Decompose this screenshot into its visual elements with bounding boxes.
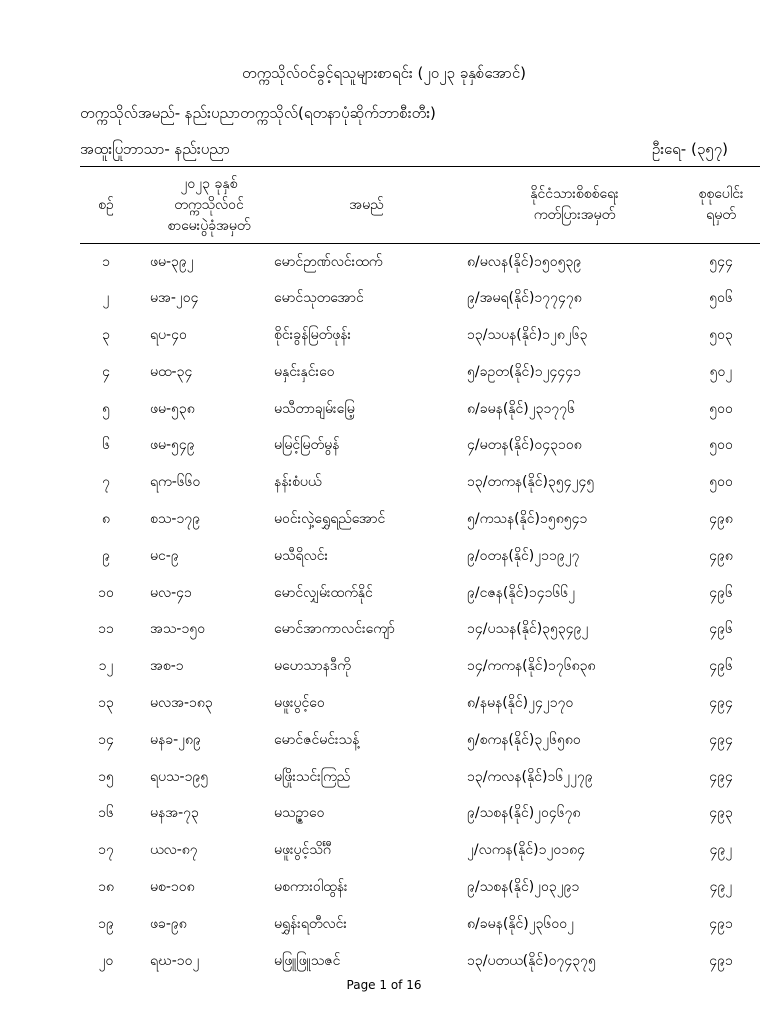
cell-nrc: ၁၃/သပန(နိုင်)၁၂၈၂၆၃ (467, 326, 588, 343)
cell-score: ၄၉၁ (709, 915, 733, 932)
table-row (80, 832, 760, 869)
column-header-exam-number (132, 167, 268, 244)
cell-nrc: ၉/ငဇန(နိုင်)၁၄၁၆၆၂ (467, 584, 576, 601)
table-row (80, 391, 760, 428)
table-row (80, 464, 760, 501)
column-header-score (682, 167, 760, 244)
cell-score: ၅၀၀ (709, 437, 733, 454)
cell-exam-number: ဖမ-၃၉၂ (150, 253, 194, 270)
cell-no: ၅ (102, 400, 110, 417)
cell-name: မဖြူဖြူသဇင် (274, 952, 341, 969)
cell-exam-number: အသ-၁၅၀ (150, 621, 206, 638)
cell-score: ၅၀၂ (709, 363, 733, 380)
cell-score: ၄၉၁ (709, 952, 733, 969)
cell-exam-number: ရက-၆၆၀ (150, 474, 201, 491)
cell-score: ၄၉၄ (709, 694, 733, 711)
cell-exam-number: ဖမ-၅၄၉ (150, 437, 195, 454)
column-header-no: စဉ် (80, 167, 132, 244)
cell-exam-number: မနခ-၂၈၉ (150, 731, 201, 748)
cell-name: မောင်အာကာလင်းကျော် (274, 621, 395, 638)
cell-score: ၄၉၂ (709, 842, 733, 859)
cell-name: မဝင်းလှဲ့ရွှေရည်အောင် (274, 510, 386, 527)
table-row (80, 501, 760, 538)
exam-header-line-2: တက္ကသိုလ်ဝင် (174, 196, 244, 213)
table-row (80, 280, 760, 317)
cell-no: ၉ (102, 547, 110, 564)
cell-score: ၄၉၄ (709, 731, 733, 748)
cell-nrc: ၂/လကန(နိုင်)၁၂၀၁၈၄ (467, 842, 585, 859)
table-row (80, 575, 760, 612)
cell-nrc: ၄/မတန(နိုင်)၀၄၃၁၀၈ (467, 437, 582, 454)
table-row (80, 354, 760, 391)
table-row (80, 244, 760, 281)
exam-header-line-3: စာမေးပွဲခုံအမှတ် (167, 217, 251, 234)
cell-name: မောင်လျှမ်းထက်နိုင် (274, 584, 373, 601)
cell-exam-number: မင-၉ (150, 547, 179, 564)
page-number: Page 1 of 16 (346, 978, 422, 992)
table-row (80, 611, 760, 648)
cell-no: ၃ (102, 326, 110, 343)
cell-exam-number: ဖခ-၉၈ (150, 915, 187, 932)
cell-score: ၄၉၆ (709, 658, 733, 675)
cell-name: မောင်ဇင်မင်းသန့် (274, 731, 360, 748)
cell-name: မဟေသာနဒီကို (274, 658, 351, 675)
cell-nrc: ၁၄/ကကန(နိုင်)၁၇၆၈၃၈ (467, 658, 596, 675)
table-row (80, 685, 760, 722)
cell-nrc: ၉/သစန(နိုင်)၂၀၃၂၉၁ (467, 878, 580, 895)
cell-name: မနှင်းနှင်းဝေ (274, 363, 335, 380)
cell-name: မရွှန်းရတီလင်း (274, 915, 347, 932)
cell-no: ၁၄ (98, 731, 114, 748)
specialization-label: အထူးပြုဘာသာ- နည်းပညာ (80, 140, 230, 158)
table-row (80, 943, 760, 980)
cell-name: မသီရိလင်း (274, 547, 329, 564)
cell-score: ၅၀၆ (709, 290, 733, 307)
cell-exam-number: ရပသ-၁၉၅ (150, 768, 209, 785)
university-name: တက္ကသိုလ်အမည်- နည်းပညာတက္ကသိုလ်(ရတနာပုံဆိုက်ဘာစီးတီး) (80, 104, 436, 122)
cell-name: မောင်သုတအောင် (274, 290, 364, 307)
table-row (80, 795, 760, 832)
cell-name: မသဉ္ဇာဝေ (274, 805, 325, 822)
cell-exam-number: အစ-၁ (150, 658, 184, 675)
cell-nrc: ၈/ခမန(နိုင်)၂၃၁၇၇၆ (467, 400, 576, 417)
table-body (80, 244, 760, 980)
cell-no: ၁၃ (98, 694, 114, 711)
cell-name: မသီတာချမ်းမြေ့ (274, 400, 355, 417)
cell-name: မစကားဝါထွန်း (274, 878, 348, 895)
score-header-line-2: ရမှတ် (706, 207, 736, 223)
cell-score: ၅၀၀ (709, 400, 733, 417)
column-header-nrc (459, 167, 682, 244)
cell-score: ၄၉၄ (709, 768, 733, 785)
cell-nrc: ၁၃/တကန(နိုင်)၃၅၄၂၄၅ (467, 474, 595, 491)
cell-nrc: ၈/မလန(နိုင်)၁၅၀၅၃၉ (467, 253, 582, 270)
cell-name: နန်းစံပယ် (274, 474, 322, 491)
nrc-header-line-2: ကတ်ပြားအမှတ် (533, 207, 616, 223)
table-row (80, 538, 760, 575)
cell-score: ၄၉၂ (709, 878, 733, 895)
cell-no: ၆ (102, 437, 110, 454)
cell-score: ၅၄၄ (709, 253, 733, 270)
admission-table (80, 166, 760, 979)
cell-exam-number: ရဃ-၁၀၂ (150, 952, 200, 969)
cell-exam-number: မထ-၃၄ (150, 363, 193, 380)
cell-score: ၅၀၀ (709, 474, 733, 491)
cell-no: ၄ (102, 363, 110, 380)
cell-score: ၄၉၃ (709, 805, 733, 822)
cell-exam-number: မလအ-၁၈၃ (150, 694, 213, 711)
exam-header-line-1: ၂၀၂၃ ခုနှစ် (180, 175, 238, 192)
table-header-row (80, 167, 760, 244)
column-header-name: အမည် (268, 167, 459, 244)
cell-exam-number: မစ-၁၀၈ (150, 878, 195, 895)
cell-exam-number: မအ-၂၀၄ (150, 290, 199, 307)
cell-nrc: ၅/ခဥတ(နိုင်)၁၂၄၄၄၁ (467, 363, 582, 380)
cell-name: မောင်ဉာဏ်လင်းထက် (274, 253, 383, 270)
document-title: တက္ကသိုလ်ဝင်ခွင့်ရသူများစာရင်း (၂၀၂၃ ခုနှစ်အောင်) (241, 64, 527, 82)
table-row (80, 869, 760, 906)
table-row (80, 759, 760, 796)
cell-exam-number: စသ-၁၇၉ (150, 510, 201, 527)
cell-nrc: ၁၃/ကလန(နိုင်)၁၆၂၂၇၉ (467, 768, 593, 785)
headcount-label: ဦးရေ- (၃၅၇) (651, 140, 728, 158)
cell-score: ၄၉၆ (709, 584, 733, 601)
cell-nrc: ၅/ကသန(နိုင်)၁၅၈၅၄၁ (467, 510, 588, 527)
cell-no: ၈ (102, 510, 110, 527)
cell-nrc: ၉/အမရ(နိုင်)၁၇၇၄၇၈ (467, 290, 582, 307)
cell-exam-number: ယလ-၈၇ (150, 842, 198, 859)
cell-name: စိုင်းခွန်မြတ်ဖုန်း (274, 326, 352, 343)
score-header-line-1: စုစုပေါင်း (698, 186, 744, 202)
cell-score: ၅၀၃ (709, 326, 733, 343)
cell-nrc: ၉/သစန(နိုင်)၂၀၄၆၇၈ (467, 805, 581, 822)
cell-no: ၂၀ (98, 952, 114, 969)
cell-nrc: ၈/ခမန(နိုင်)၂၃၆၀၀၂ (467, 915, 575, 932)
cell-no: ၁၀ (98, 584, 114, 601)
cell-nrc: ၈/နမန(နိုင်)၂၄၂၁၇၀ (467, 694, 574, 711)
cell-nrc: ၅/စကန(နိုင်)၃၂၆၅၈၀ (467, 731, 581, 748)
cell-no: ၁ (102, 253, 110, 270)
cell-name: မဖြိုးသင်းကြည် (274, 768, 351, 785)
cell-no: ၁၆ (98, 805, 114, 822)
cell-no: ၁၁ (98, 621, 114, 638)
cell-no: ၇ (102, 474, 110, 491)
cell-no: ၁၂ (98, 658, 114, 675)
cell-no: ၁၉ (98, 915, 114, 932)
cell-name: မဖူးပွင့်သိင်္ဂီ (274, 842, 332, 859)
cell-nrc: ၉/ဝတန(နိုင်)၂၁၁၉၂၇ (467, 547, 580, 564)
cell-no: ၁၅ (98, 768, 114, 785)
table-row (80, 317, 760, 354)
cell-no: ၁၈ (98, 878, 114, 895)
nrc-header-line-1: နိုင်ငံသားစိစစ်ရေး (530, 186, 619, 202)
cell-no: ၂ (102, 290, 110, 307)
cell-score: ၄၉၆ (709, 621, 733, 638)
table-row (80, 648, 760, 685)
cell-nrc: ၁၃/ပတယ(နိုင်)၀၇၄၃၇၅ (467, 952, 596, 969)
table-row (80, 427, 760, 464)
cell-exam-number: မနအ-၇၃ (150, 805, 199, 822)
cell-exam-number: ရပ-၄၀ (150, 326, 187, 343)
table-row (80, 906, 760, 943)
cell-name: မဖူးပွင့်ဝေ (274, 694, 325, 711)
cell-name: မမြင့်မြတ်မွန် (274, 437, 340, 454)
cell-score: ၄၉၈ (709, 510, 733, 527)
cell-nrc: ၁၄/ပသန(နိုင်)၃၅၃၄၉၂ (467, 621, 589, 638)
table-row (80, 722, 760, 759)
cell-exam-number: ဖမ-၅၃၈ (150, 400, 195, 417)
cell-score: ၄၉၈ (709, 547, 733, 564)
cell-no: ၁၇ (98, 842, 114, 859)
cell-exam-number: မလ-၄၁ (150, 584, 192, 601)
